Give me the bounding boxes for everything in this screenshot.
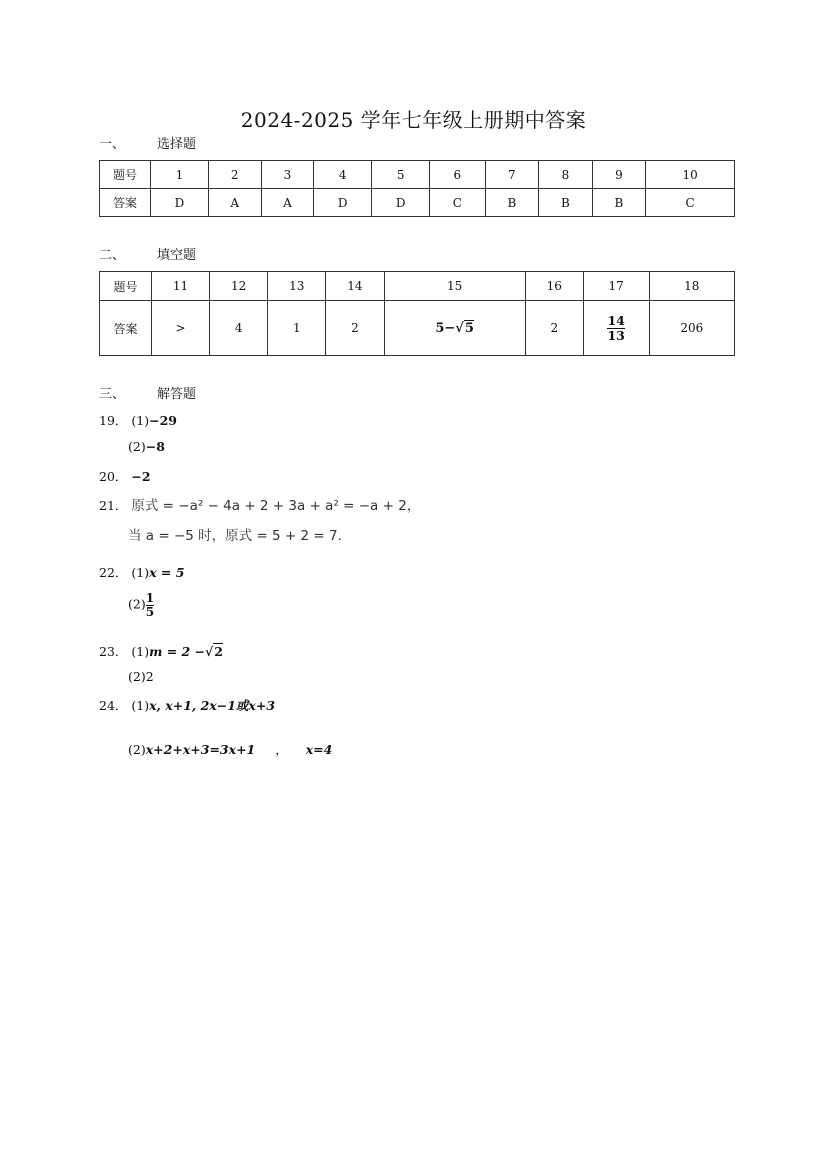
cell-answer: A [208,189,261,217]
cell-answer-radical [384,301,525,356]
choice-answer-table [99,160,735,217]
section-heading-solution [99,383,196,402]
question-number: 20． [99,469,128,484]
cell-question: 7 [485,161,539,189]
cell-answer: 206 [649,301,734,356]
question-number: 24． [99,698,128,713]
part-tag: (2) [128,669,146,684]
cell-answer: D [314,189,372,217]
sqrt-symbol: √ [205,644,214,659]
part-tag: (2) [128,742,146,757]
cell-answer: B [485,189,539,217]
cell-answer: D [151,189,209,217]
cell-question: 10 [646,161,735,189]
section-name: 填空题 [157,248,197,263]
sqrt-symbol: √ [455,320,464,336]
cell-answer: > [152,301,210,356]
cell-answer: D [372,189,430,217]
cell-answer: 2 [525,301,583,356]
section-number: 一、 [99,137,126,152]
cell-question: 1 [151,161,209,189]
fill-answer-table [99,271,735,356]
answer: −2 [131,469,151,484]
answer: x, x+1, 2x−1或x+3 [149,698,276,713]
row-header-answer: 答案 [100,301,152,356]
answer: −8 [145,439,165,454]
solution-24-part2 [128,740,332,758]
cell-answer: 1 [268,301,326,356]
section-name: 选择题 [157,137,197,152]
part-tag: (1) [131,565,150,580]
radicand: 5 [464,320,474,336]
section-name: 解答题 [157,387,197,402]
cell-question: 3 [261,161,314,189]
fraction-denominator: 5 [145,604,155,619]
cell-question: 12 [210,272,268,301]
solution-19-part2 [128,439,165,454]
part-tag: (1) [131,644,150,659]
section-number: 三、 [99,387,126,402]
page-title: 2024-2025 学年七年级上册期中答案 [240,108,587,132]
answer: x=4 [305,742,333,757]
solution-22-part1 [99,563,184,581]
cell-question: 2 [208,161,261,189]
fraction-denominator: 13 [607,327,625,343]
cell-question: 8 [539,161,593,189]
cell-answer: B [592,189,646,217]
row-header-question: 题号 [100,272,152,301]
working-line: 当 a = −5 时，原式 = 5 + 2 = 7. [128,528,342,544]
question-number: 22． [99,565,128,580]
working-line: 原式 = −a² − 4a + 2 + 3a + a² = −a + 2， [131,498,421,514]
section-heading-fill [99,244,196,263]
cell-question: 14 [326,272,384,301]
solution-21-line2 [128,524,342,544]
cell-question: 17 [583,272,649,301]
solution-19-part1 [99,411,177,429]
question-number: 19． [99,413,128,428]
cell-answer: 4 [210,301,268,356]
part-tag: (2) [128,596,146,612]
cell-question: 16 [525,272,583,301]
solution-23-part2 [128,669,154,684]
answer: x = 5 [149,565,185,580]
question-number: 23． [99,644,128,659]
cell-answer: C [646,189,735,217]
section-number: 二、 [99,248,126,263]
cell-question: 6 [430,161,486,189]
solution-24-part1 [99,696,275,714]
cell-answer: C [430,189,486,217]
solution-21-line1 [99,494,420,514]
cell-question: 15 [384,272,525,301]
cell-answer: 2 [326,301,384,356]
question-number: 21． [99,498,128,513]
solution-20 [99,467,151,485]
solution-23-part1 [99,642,223,660]
cell-question: 13 [268,272,326,301]
cell-answer-fraction [583,301,649,356]
answer-integer: 5 [435,320,445,336]
cell-question: 4 [314,161,372,189]
answer: −29 [149,413,177,428]
fraction-numerator: 14 [607,313,625,329]
radicand: 2 [214,644,223,659]
section-heading-choice [99,133,196,152]
row-header-question: 题号 [100,161,151,189]
minus-sign: − [444,320,456,336]
separator: ， [275,742,288,757]
part-tag: (1) [131,413,150,428]
cell-question: 11 [152,272,210,301]
part-tag: (2) [128,439,146,454]
cell-answer: A [261,189,314,217]
cell-question: 9 [592,161,646,189]
answer: 2 [145,669,154,684]
part-tag: (1) [131,698,150,713]
cell-answer: B [539,189,593,217]
answer-prefix: m = 2 − [149,644,206,659]
solution-22-part2 [128,592,154,618]
fraction-numerator: 1 [145,591,155,605]
row-header-answer: 答案 [100,189,151,217]
cell-question: 18 [649,272,734,301]
cell-question: 5 [372,161,430,189]
equation: x+2+x+3=3x+1 [145,742,256,757]
